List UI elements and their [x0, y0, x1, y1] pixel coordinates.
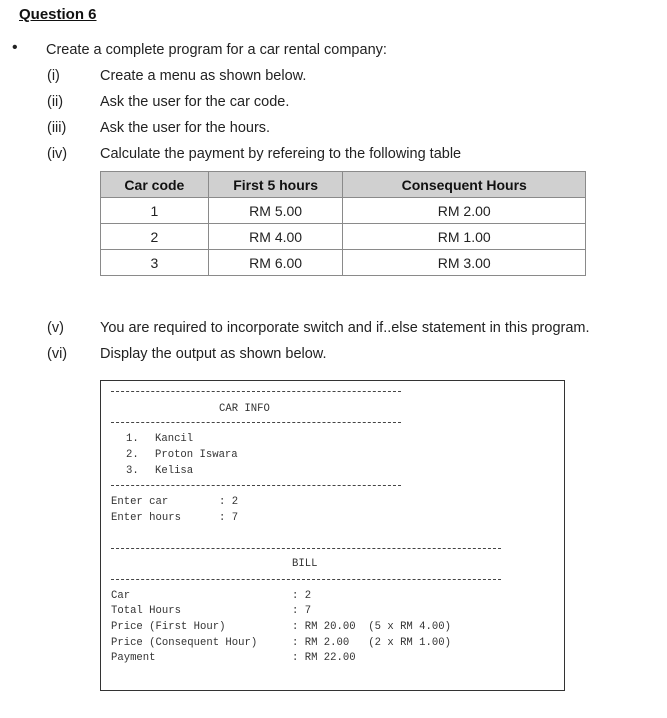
table-header-row [101, 172, 586, 198]
table-row [101, 224, 586, 250]
header-consequent-hours: Consequent Hours [343, 172, 586, 198]
cell-first-rate: RM 4.00 [208, 224, 343, 250]
cell-car-code: 2 [101, 224, 209, 250]
menu-number: 2. [126, 449, 139, 461]
divider [111, 579, 501, 580]
question-title: Question 6 [19, 6, 97, 23]
bill-value: : RM 2.00 (2 x RM 1.00) [292, 637, 451, 649]
bill-value: : RM 20.00 (5 x RM 4.00) [292, 621, 451, 633]
step-text: Ask the user for the hours. [100, 120, 271, 136]
menu-item-name: Kelisa [155, 465, 194, 477]
bill-label: Total Hours [111, 605, 181, 617]
bill-label: Payment [111, 652, 156, 664]
bill-title: BILL [292, 558, 318, 570]
intro-text: Create a complete program for a car rental company: [46, 42, 387, 58]
divider [111, 422, 401, 423]
cell-first-rate: RM 6.00 [208, 250, 343, 276]
menu-number: 3. [126, 465, 139, 477]
header-first-5-hours: First 5 hours [208, 172, 343, 198]
menu-item-name: Proton Iswara [155, 449, 238, 461]
step-number: (iii) [47, 120, 67, 136]
step-number: (ii) [47, 94, 64, 110]
bill-label: Car [111, 590, 131, 602]
cell-car-code: 3 [101, 250, 209, 276]
console-output-box [100, 380, 565, 691]
menu-number: 1. [126, 433, 139, 445]
step-text: You are required to incorporate switch and if..else statement in this program. [100, 320, 590, 336]
divider [111, 391, 401, 392]
step-text: Calculate the payment by refereing to the following table [100, 146, 462, 162]
cell-first-rate: RM 5.00 [208, 198, 343, 224]
table-row [101, 250, 586, 276]
divider [111, 548, 501, 549]
prompt-value: : 7 [219, 512, 239, 524]
cell-consequent-rate: RM 2.00 [343, 198, 586, 224]
prompt-value: : 2 [219, 496, 239, 508]
prompt-label: Enter hours [111, 512, 181, 524]
table-row [101, 198, 586, 224]
bill-value: : RM 22.00 [292, 652, 356, 664]
menu-item-name: Kancil [155, 433, 194, 445]
step-text: Create a menu as shown below. [100, 68, 307, 84]
header-car-code: Car code [101, 172, 209, 198]
bill-label: Price (Consequent Hour) [111, 637, 258, 649]
bill-value: : 7 [292, 605, 312, 617]
prompt-label: Enter car [111, 496, 169, 508]
bill-label: Price (First Hour) [111, 621, 226, 633]
divider [111, 485, 401, 486]
cell-car-code: 1 [101, 198, 209, 224]
step-text: Ask the user for the car code. [100, 94, 290, 110]
cell-consequent-rate: RM 1.00 [343, 224, 586, 250]
bill-value: : 2 [292, 590, 312, 602]
rate-table [100, 171, 586, 276]
bullet-icon: • [12, 39, 18, 56]
step-number: (iv) [47, 146, 68, 162]
step-number: (v) [47, 320, 64, 336]
cell-consequent-rate: RM 3.00 [343, 250, 586, 276]
step-number: (vi) [47, 346, 68, 362]
car-info-title: CAR INFO [219, 403, 270, 415]
step-text: Display the output as shown below. [100, 346, 327, 362]
step-number: (i) [47, 68, 60, 84]
